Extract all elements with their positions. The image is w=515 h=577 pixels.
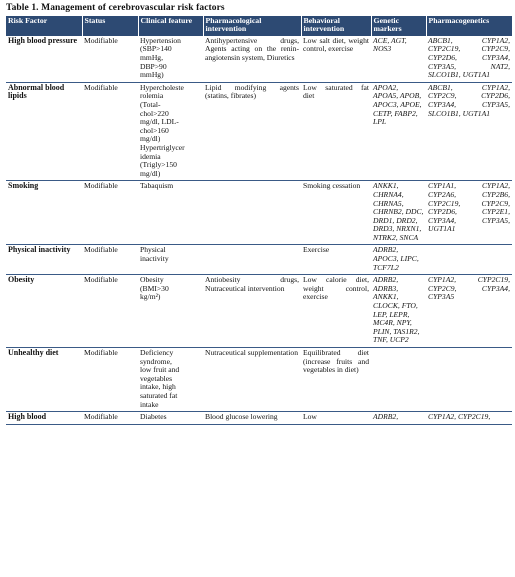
clinical-feature-line: idemia xyxy=(140,151,161,161)
behavioral-intervention-cell: Exercise xyxy=(301,245,371,275)
clinical-feature-line: (Total- xyxy=(140,99,161,109)
risk-factor-cell: Physical inactivity xyxy=(6,245,82,275)
status-cell: Modifiable xyxy=(82,245,138,275)
table-row xyxy=(6,181,512,245)
table-row xyxy=(6,82,512,181)
clinical-feature-cell xyxy=(138,348,203,412)
clinical-feature-line: mg/dl) xyxy=(140,134,161,144)
clinical-feature-line: Physical xyxy=(140,245,166,255)
pharmacological-intervention-cell xyxy=(203,245,301,275)
behavioral-intervention-cell: Low saturated fat diet xyxy=(301,82,371,181)
clinical-feature-line: inactivity xyxy=(140,254,169,264)
clinical-feature-cell xyxy=(138,275,203,348)
clinical-feature-cell xyxy=(138,181,203,245)
status-cell: Modifiable xyxy=(82,82,138,181)
clinical-feature-line: Deficiency xyxy=(140,348,174,357)
header-clinical-feature: Clinical feature xyxy=(138,16,203,36)
clinical-feature-line: vegetables xyxy=(140,373,173,383)
table-header-row xyxy=(6,16,512,36)
clinical-feature-line: DBP>90 xyxy=(140,61,167,71)
clinical-feature-line: chol>220 xyxy=(140,108,169,118)
pharmacogenetics-cell: CYP1A2, CYP2C19, CYP2C9, CYP3A4, CYP3A5 xyxy=(426,275,512,348)
clinical-feature-line: (BMI>30 xyxy=(140,283,169,293)
genetic-markers-cell: ADRB2, ADRB3, ANKK1, CLOCK, FTO, LEP, LEPR, MC4R, NPY, PLIN, TAS1R2, TNF, UCP2 xyxy=(371,275,426,348)
pharmacological-intervention-cell xyxy=(203,181,301,245)
clinical-feature-line: intake, high xyxy=(140,382,176,392)
table-row xyxy=(6,36,512,82)
table-caption: Table 1. Management of cerebrovascular risk factors xyxy=(6,3,225,13)
pharmacological-intervention-cell: Lipid modifying agents (statins, fibrates) xyxy=(203,82,301,181)
header-risk-factor: Risk Factor xyxy=(6,16,82,36)
header-genetic-markers: Genetic markers xyxy=(371,16,426,36)
pharmacological-intervention-cell: Nutraceutical supplementation xyxy=(203,348,301,412)
clinical-feature-cell xyxy=(138,245,203,275)
genetic-markers-cell xyxy=(371,348,426,412)
pharmacogenetics-cell xyxy=(426,245,512,275)
clinical-feature-cell xyxy=(138,36,203,82)
risk-factor-cell: High blood pressure xyxy=(6,36,82,82)
risk-factor-cell: Smoking xyxy=(6,181,82,245)
risk-factor-cell: High blood xyxy=(6,412,82,425)
table-row xyxy=(6,275,512,348)
pharmacogenetics-cell: CYP1A1, CYP1A2, CYP2A6, CYP2B6, CYP2C19, CYP2C9, CYP2D6, CYP2E1, CYP3A4, CYP3A5, UGT1A1 xyxy=(426,181,512,245)
status-cell: Modifiable xyxy=(82,275,138,348)
clinical-feature-line: mg/dl) xyxy=(140,168,161,178)
clinical-feature-line: Obesity xyxy=(140,275,164,285)
table-body xyxy=(6,36,512,424)
header-behavioral-intervention: Behavioral intervention xyxy=(301,16,371,36)
genetic-markers-cell: ACE, AGT, NOS3 xyxy=(371,36,426,82)
pharmacogenetics-cell: CYP1A2, CYP2C19, xyxy=(426,412,512,425)
genetic-markers-cell: ADRB2, xyxy=(371,412,426,425)
clinical-feature-line: intake xyxy=(140,399,159,409)
clinical-feature-line: mmHg, xyxy=(140,53,163,62)
clinical-feature-line: Hypercholeste xyxy=(140,82,184,92)
table-row xyxy=(6,245,512,275)
clinical-feature-line: Tabaquism xyxy=(140,181,174,191)
clinical-feature-line: kg/m²) xyxy=(140,292,161,302)
clinical-feature-cell xyxy=(138,82,203,181)
status-cell: Modifiable xyxy=(82,181,138,245)
clinical-feature-line: Diabetes xyxy=(140,412,167,422)
clinical-feature-line: rolemia xyxy=(140,91,164,101)
clinical-feature-line: low fruit and xyxy=(140,365,180,375)
table-row xyxy=(6,348,512,412)
status-cell: Modifiable xyxy=(82,412,138,425)
risk-factor-cell: Unhealthy diet xyxy=(6,348,82,412)
header-pharmacological-intervention: Pharmacological intervention xyxy=(203,16,301,36)
pharmacological-intervention-cell: Antihypertensive drugs, Agents acting on the renin-angiotensin system, Diuretics xyxy=(203,36,301,82)
pharmacological-intervention-cell: Antiobesity drugs, Nutraceutical intervention xyxy=(203,275,301,348)
table-row xyxy=(6,412,512,425)
header-status: Status xyxy=(82,16,138,36)
risk-factor-cell: Obesity xyxy=(6,275,82,348)
genetic-markers-cell: APOA2, APOA5, APOB, APOC3, APOE, CETP, FABP2, LPL xyxy=(371,82,426,181)
status-cell: Modifiable xyxy=(82,348,138,412)
header-pharmacogenetics: Pharmacogenetics xyxy=(426,16,512,36)
clinical-feature-line: syndrome, xyxy=(140,356,172,366)
behavioral-intervention-cell: Equilibrated diet (increase fruits and vegetables in diet) xyxy=(301,348,371,412)
clinical-feature-line: mmHg) xyxy=(140,70,164,80)
genetic-markers-cell: ADRB2, APOC3, LIPC, TCF7L2 xyxy=(371,245,426,275)
clinical-feature-line: chol>160 xyxy=(140,125,169,135)
risk-factor-cell: Abnormal blood lipids xyxy=(6,82,82,181)
pharmacogenetics-cell: ABCB1, CYP1A2, CYP2C19, CYP2C9, CYP2D6, CYP3A4, CYP3A5, NAT2, SLCO1B1, UGT1A1 xyxy=(426,36,512,82)
clinical-feature-line: mg/dl, LDL- xyxy=(140,117,179,127)
risk-factor-table xyxy=(6,16,512,425)
clinical-feature-line: Hypertriglycer xyxy=(140,142,185,152)
clinical-feature-line: (SBP>140 xyxy=(140,44,172,54)
clinical-feature-line: (Trigly>150 xyxy=(140,160,177,170)
pharmacogenetics-cell xyxy=(426,348,512,412)
behavioral-intervention-cell: Low calorie diet, weight control, exercise xyxy=(301,275,371,348)
genetic-markers-cell: ANKK1, CHRNA4, CHRNA5, CHRNB2, DDC, DRD1, DRD2, DRD3, NRXN1, NTRK2, SNCA xyxy=(371,181,426,245)
behavioral-intervention-cell: Low xyxy=(301,412,371,425)
pharmacological-intervention-cell: Blood glucose lowering xyxy=(203,412,301,425)
clinical-feature-line: Hypertension xyxy=(140,35,181,45)
behavioral-intervention-cell: Low salt diet, weight control, exercise xyxy=(301,36,371,82)
pharmacogenetics-cell: ABCB1, CYP1A2, CYP2C9, CYP2D6, CYP3A4, CYP3A5, SLCO1B1, UGT1A1 xyxy=(426,82,512,181)
status-cell: Modifiable xyxy=(82,36,138,82)
behavioral-intervention-cell: Smoking cessation xyxy=(301,181,371,245)
clinical-feature-cell xyxy=(138,412,203,425)
clinical-feature-line: saturated fat xyxy=(140,390,178,400)
